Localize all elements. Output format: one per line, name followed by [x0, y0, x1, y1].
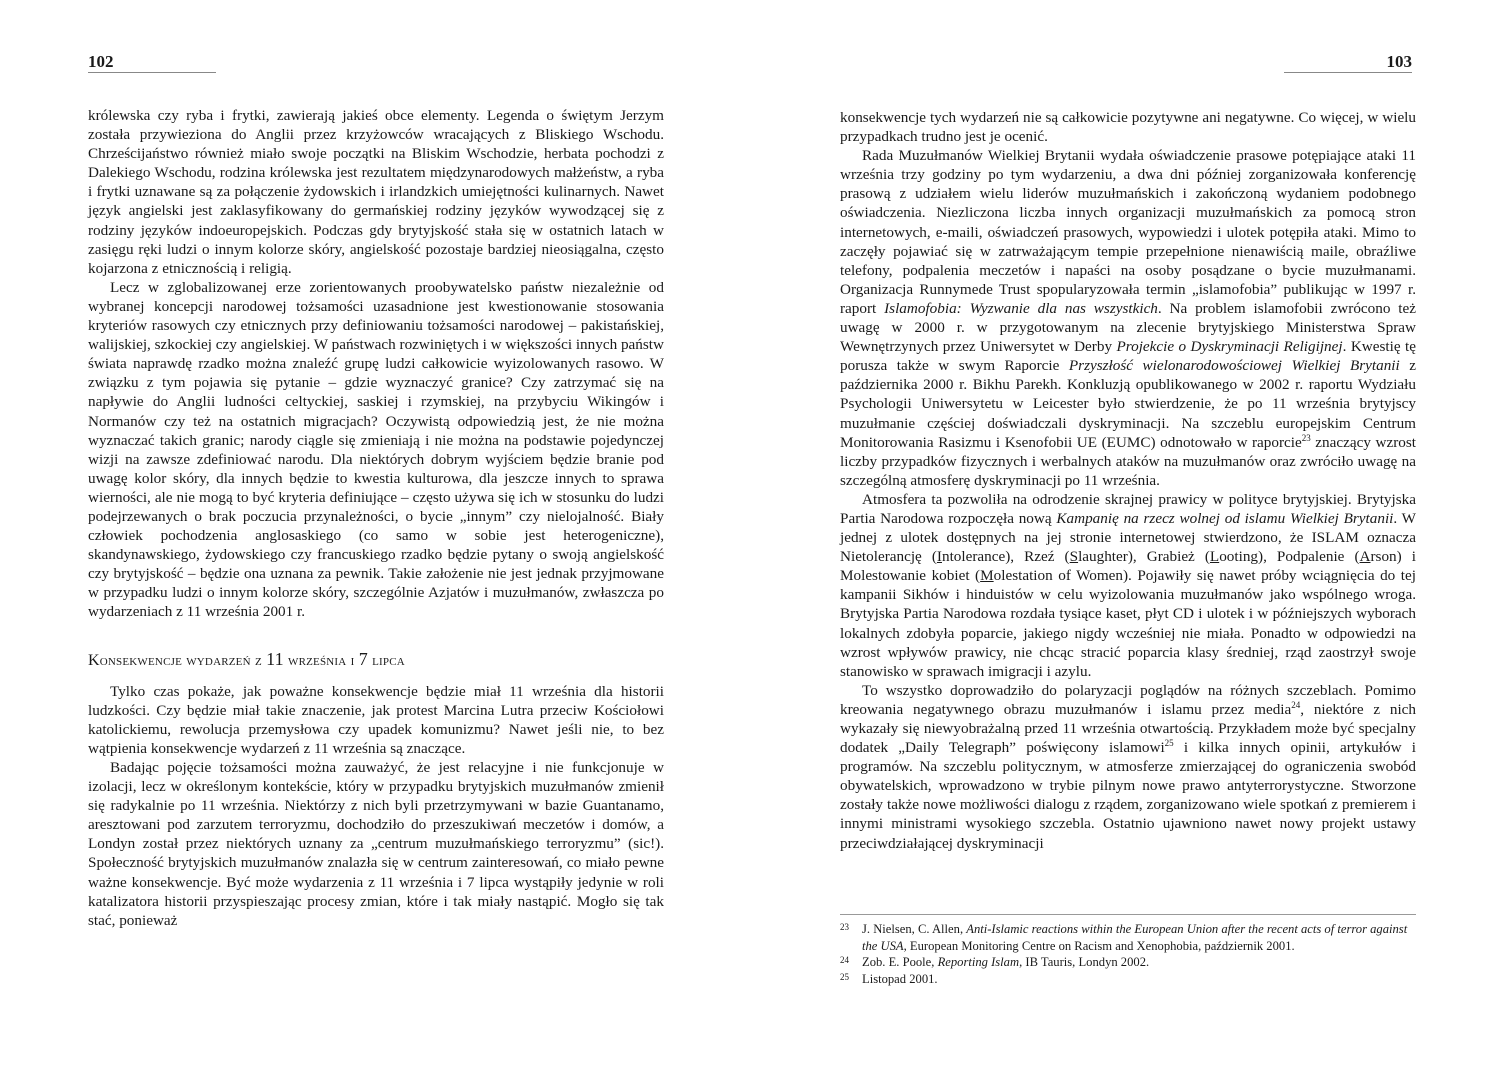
page-number-right: 103 [1386, 52, 1412, 71]
section-heading: Konsekwencje wydarzeń z 11 września i 7 lipca [88, 648, 405, 669]
paragraph: konsekwencje tych wydarzeń nie są całkowicie pozytywne ani negatywne. Co więcej, w wielu przypadkach trudno jest je ocenić. [840, 109, 1416, 146]
footnote: 25 Listopad 2001. [840, 971, 938, 986]
paragraph: Badając pojęcie tożsamości można zauważyć, że jest relacyjne i nie funkcjonuje w izolacji, lecz w określonym kontekście, który w przypadku brytyjskich muzułmanów zmienił się radykalnie po 11 września. Niektórzy z nich byli przetrzymywani w bazie Guantanamo, aresztowani pod zarzutem terroryzmu, dochodziło do przeszukiwań meczetów i domów, a Londyn został przez niektórych uznany za „centrum muzułmańskiego terroryzmu” (sic!). Społeczność brytyjskich muzułmanów znalazła się w centrum zainteresowań, co miało pewne ważne konsekwencje. Być może wydarzenia z 11 września i 7 lipca wystąpiły jedynie w roli katalizatora historii przyspieszając procesy zmian, które i tak miały nastąpić. Mogło się tak stać, ponieważ [88, 759, 664, 929]
footnote-ref: 23 [1301, 432, 1311, 443]
paragraph: Tylko czas pokaże, jak poważne konsekwencje będzie miał 11 września dla historii ludzkości. Czy będzie miał takie znaczenie, jak protest Marcina Lutra przeciw Kościołowi katolickiemu, rewolucja przemysłowa czy upadek komunizmu? Nawet jeśli nie, to bez wątpienia konsekwencje wydarzeń z 11 września są znaczące. [88, 682, 664, 757]
paragraph: Atmosfera ta pozwoliła na odrodzenie skrajnej prawicy w polityce brytyjskiej. Brytyjska Partia Narodowa rozpoczęła nową Kampanię na rzecz wolnej od islamu Wielkiej Brytanii. W jednej z ulotek dostępnych na jej stronie internetowej stwierdzono, że ISLAM oznacza Nietolerancję (Intolerance), Rzeź (Slaughter), Grabież (Looting), Podpalenie (Arson) i Molestowanie kobiet (Molestation of Women). Pojawiły się nawet próby wciągnięcia do tej kampanii Sikhów i hinduistów w celu wyizolowania muzułmanów jako wspólnego wroga. Brytyjska Partia Narodowa rozdała tysiące kaset, płyt CD i ulotek i w późniejszych wyborach lokalnych zdobyła poparcie, jakiego nigdy wcześniej nie miała. Ponadto w odpowiedzi na wzrost wpływów prawicy, nie chcąc stracić poparcia klasy średniej, rząd zaostrzył swoje stanowisko w sprawach imigracji i azylu. [840, 490, 1417, 680]
right-page [750, 0, 1500, 1072]
header-rule-right [1284, 72, 1412, 73]
paragraph: Lecz w zglobalizowanej erze zorientowanych proobywatelsko państw niezależnie od wybranej koncepcji narodowej tożsamości uzasadnione jest kwestionowanie stosowania kryteriów rasowych czy etnicznych przy definiowaniu tożsamości narodowej – pakistańskiej, walijskiej, szkockiej czy angielskiej. W państwach rozwiniętych i w większości innych państw świata naprawdę rzadko można znaleźć grupę ludzi całkowicie wyizolowanych rasowo. W związku z tym pojawia się pytanie – gdzie wyznaczyć granice? Czy zatrzymać się na napływie do Anglii ludności celtyckiej, saskiej i rzymskiej, na przybyciu Wikingów i Normanów czy też na ostatnich migracjach? Oczywistą odpowiedzią jest, że nie można wyznaczać takich granic; narody ciągle się zmieniają i nie można na podstawie pojedynczej wizji na zawsze zdefiniować narodu. Dla niektórych dobrym wyjściem będzie branie pod uwagę kolor skóry, dla innych będzie to kwestia kulturowa, dla jeszcze innych to sprawa wierności, ale nie mogą to być kryteria definiujące – często używa się ich w stosunku do ludzi podejrzewanych o brak poczucia przynależności, o bycie „innym” czy nielojalność. Biały człowiek pochodzenia anglosaskiego (co samo w sobie jest heterogeniczne), skandynawskiego, żydowskiego czy francuskiego rzadko będzie pytany o swoją angielskość czy brytyjskość – będzie ona uznana za pewnik. Takie założenie nie jest jednak przyjmowane w przypadku ludzi o innym kolorze skóry, szczególnie Azjatów i muzułmanów, zwłaszcza po wydarzeniach z 11 września 2001 r. [88, 278, 664, 621]
header-rule-left [88, 72, 216, 73]
footnote-rule [840, 914, 1416, 915]
footnote-ref: 25 [1164, 738, 1174, 749]
footnote: 24 Zob. E. Poole, Reporting Islam, IB Tauris, Londyn 2002. [840, 955, 1150, 969]
paragraph: Rada Muzułmanów Wielkiej Brytanii wydała oświadczenie prasowe potępiające ataki 11 września trzy godziny po tym wydarzeniu, a dwa dni później zorganizowała konferencję prasową z udziałem wielu liderów muzułmańskich i zakończoną wydaniem podobnego oświadczenia. Niezliczona liczba innych organizacji muzułmańskich za pomocą stron internetowych, e-maili, oświadczeń prasowych, wypowiedzi i ulotek potępiła ataki. Mimo to zaczęły pojawiać się w zatrważającym tempie przepełnione nienawiścią maile, obraźliwe telefony, podpalenia meczetów i napaści na osoby posądzane o bycie muzułmanami. Organizacja Runnymede Trust spopularyzowała termin „islamofobia” publikując w 1997 r. raport Islamofobia: Wyzwanie dla nas wszystkich. Na problem islamofobii zwrócono też uwagę w 2000 r. w przygotowanym na zlecenie brytyjskiego Ministerstwa Spraw Wewnętrzynych przez Uniwersytet w Derby Projekcie o Dyskryminacji Religijnej. Kwestię tę porusza także w swym Raporcie Przyszłość wielonarodowościowej Wielkiej Brytanii z października 2000 r. Bikhu Parekh. Konkluzją opublikowanego w 2002 r. raportu Wydziału Psychologii Uniwersytetu w Leicester było stwierdzenie, że po 11 września brytyjscy muzułmanie częściej doświadczali dyskryminacji. Na szczeblu europejskim Centrum Monitorowania Rasizmu i Ksenofobii UE (EUMC) odnotowało w raporcie$^{23}$ znaczący wzrost liczby przypadków fizycznych i werbalnych ataków na muzułmanów oraz zwróciło uwagę na szczególną atmosferę dyskryminacji po 11 września. [840, 147, 1416, 489]
footnote-ref: 24 [1291, 699, 1301, 710]
right-text-column [840, 108, 1416, 853]
paragraph: To wszystko doprowadziło do polaryzacji poglądów na różnych szczeblach. Pomimo kreowania negatywnego obrazu muzułmanów i islamu przez media$^{24}$, niektóre z nich wykazały się niewyobrażalną przed 11 września otwartością. Przykładem może być specjalny dodatek „Daily Telegraph” poświęcony islamowi$^{25}$ i kilka innych opinii, artykułów i programów. Na szczeblu politycznym, w atmosferze zmierzającej do ograniczenia swobód obywatelskich, wprowadzono w trybie pilnym nowe prawo antyterrorystyczne. Stworzone zostały także nowe możliwości dialogu z rządem, zorganizowano wiele spotkań z premierem i innymi ministrami wysokiego szczebla. Ostatnio ujawniono nawet nowy projekt ustawy przeciwdziałającej dyskryminacji [840, 681, 1416, 852]
page-number-left: 102 [88, 52, 114, 71]
footnote: 23 J. Nielsen, C. Allen, Anti-Islamic reactions within the European Union after the recent acts of terror against the USA, European Monitoring Centre on Racism and Xenophobia, październik 2001. [840, 922, 1408, 953]
footnotes [840, 921, 1416, 987]
left-text-column [88, 106, 664, 930]
paragraph: królewska czy ryba i frytki, zawierają jakieś obce elementy. Legenda o świętym Jerzym została przywieziona do Anglii przez krzyżowców wracających z Bliskiego Wschodu. Chrześcijaństwo również miało swoje początki na Bliskim Wschodzie, herbata pochodzi z Dalekiego Wschodu, rodzina królewska jest rezultatem międzynarodowych małżeństw, a ryba i frytki uznawane są za połączenie żydowskich i irlandzkich umiejętności kulinarnych. Nawet język angielski jest zaklasyfikowany do germańskiej rodziny języków wywodzącej się z rodziny języków indoeuropejskich. Podczas gdy brytyjskość stała się w ostatnich latach w zasięgu ręki ludzi o innym kolorze skóry, angielskość pozostaje bardziej nieosiągalna, często kojarzona z etnicznością i religią. [88, 107, 664, 277]
